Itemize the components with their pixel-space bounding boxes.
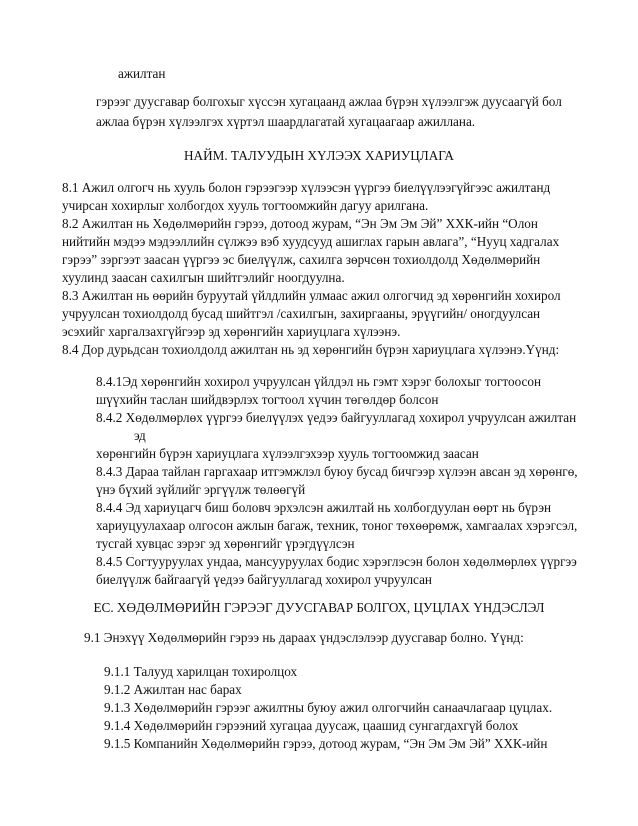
paragraph-line: эсэхийг харгалзахгүйгээр эд хөрөнгийн хариуцлага хүлээнэ. — [62, 324, 401, 339]
paragraph-line: хуулинд заасан сахилгын шийтгэлийг ноогдуулна. — [62, 270, 345, 285]
list-item: үнэ бүхий зүйлийг эргүүлж төлөөгүй — [96, 482, 306, 497]
list-item: хариуцуулахаар олгосон ажлын багаж, техник, тоног төхөөрөмж, хамгаалах хэрэгсэл, — [96, 518, 578, 533]
list-item: эд — [134, 428, 146, 443]
paragraph-line: гэрээ” зэргээт заасан үүргээ эс биелүүлж, сахилга зөрчсөн тохиолдолд Хөдөлмөрийн — [62, 252, 541, 267]
list-item: 8.4.4 Эд хариуцагч биш боловч эрхэлсэн ажилтай нь холбогдуулан өөрт нь бүрэн — [96, 500, 552, 515]
list-item: 9.1.2 Ажилтан нас барах — [104, 682, 242, 697]
list-item: 8.4.1Эд хөрөнгийн хохирол учруулсан үйлдэл нь гэмт хэрэг болохыг тогтоосон — [96, 374, 542, 389]
list-item: 9.1.4 Хөдөлмөрийн гэрээний хугацаа дуусаж, цаашид сунгагдахгүй болох — [104, 718, 519, 733]
intro-line: ажилтан — [118, 66, 166, 81]
paragraph-line: нийтийн мэдээ мэдээллийн сүлжээ вэб хуудсууд ашиглах гарын авлага”, “Нууц хадгалах — [62, 234, 560, 249]
paragraph-line: 8.2 Ажилтан нь Хөдөлмөрийн гэрээ, дотоод журам, “Эн Эм Эм Эй” ХХК-ийн “Олон — [62, 216, 538, 231]
list-item: хөрөнгийн бүрэн хариуцлага хүлээлгэхээр хууль тогтоомжид заасан — [96, 446, 479, 461]
list-item: шүүхийн таслан шийдвэрлэх тогтоол хүчин төгөлдөр болсон — [96, 392, 439, 407]
paragraph-line: учирсан хохирлыг холбогдох хууль тогтоомжийн дагуу арилгана. — [62, 198, 429, 213]
section-8-heading: НАЙМ. ТАЛУУДЫН ХҮЛЭЭХ ХАРИУЦЛАГА — [184, 148, 454, 163]
list-item: тусгай хувцас зэрэг эд хөрөнгийг үрэгдүүлсэн — [96, 536, 355, 551]
list-item: 8.4.5 Согтууруулах ундаа, мансууруулах бодис хэрэглэсэн болон хөдөлмөрлөх үүргээ — [96, 554, 577, 569]
list-item: 9.1.3 Хөдөлмөрийн гэрээг ажилтны буюу ажил олгогчийн санаачлагаар цуцлах. — [104, 700, 553, 715]
list-item: биелүүлж байгаагүй үедээ байгууллагад хохирол учруулсан — [96, 572, 432, 587]
intro-line: гэрээг дуусгавар болгохыг хүссэн хугацаанд ажлаа бүрэн хүлээлгэж дуусаагүй бол — [96, 94, 562, 109]
list-item: 9.1.1 Талууд харилцан тохиролцох — [104, 664, 298, 679]
paragraph-line: учруулсан тохиолдолд бусад шийтгэл /сахилгын, захиргааны, эрүүгийн/ оногдуулсан — [62, 306, 541, 321]
paragraph-line: 8.1 Ажил олгогч нь хууль болон гэрээгээр хүлээсэн үүргээ биелүүлээгүйгээс ажилтанд — [62, 180, 551, 195]
paragraph-line: 8.3 Ажилтан нь өөрийн буруутай үйлдлийн улмаас ажил олгогчид эд хөрөнгийн хохирол — [62, 288, 561, 303]
intro-line: ажлаа бүрэн хүлээлгэх хүртэл шаардлагатай хугацаагаар ажиллана. — [96, 114, 476, 129]
paragraph-line: 8.4 Дор дурьдсан тохиолдолд ажилтан нь эд хөрөнгийн бүрэн хариуцлага хүлээнэ.Үүнд: — [62, 342, 560, 357]
list-item: 9.1.5 Компанийн Хөдөлмөрийн гэрээ, дотоод журам, “Эн Эм Эм Эй” ХХК-ийн — [104, 736, 548, 751]
section-9-lead: 9.1 Энэхүү Хөдөлмөрийн гэрээ нь дараах үндэслэлээр дуусгавар болно. Үүнд: — [84, 630, 524, 645]
section-9-heading: ЕС. ХӨДӨЛМӨРИЙН ГЭРЭЭГ ДУУСГАВАР БОЛГОХ, ЦУЦЛАХ ҮНДЭСЛЭЛ — [93, 600, 545, 615]
list-item: 8.4.3 Дараа тайлан гаргахаар итгэмжлэл буюу бусад бичгээр хүлээн авсан эд хөрөнгө, — [96, 464, 578, 479]
list-item: 8.4.2 Хөдөлмөрлөх үүргээ биелүүлэх үедээ байгууллагад хохирол учруулсан ажилтан — [96, 410, 577, 425]
